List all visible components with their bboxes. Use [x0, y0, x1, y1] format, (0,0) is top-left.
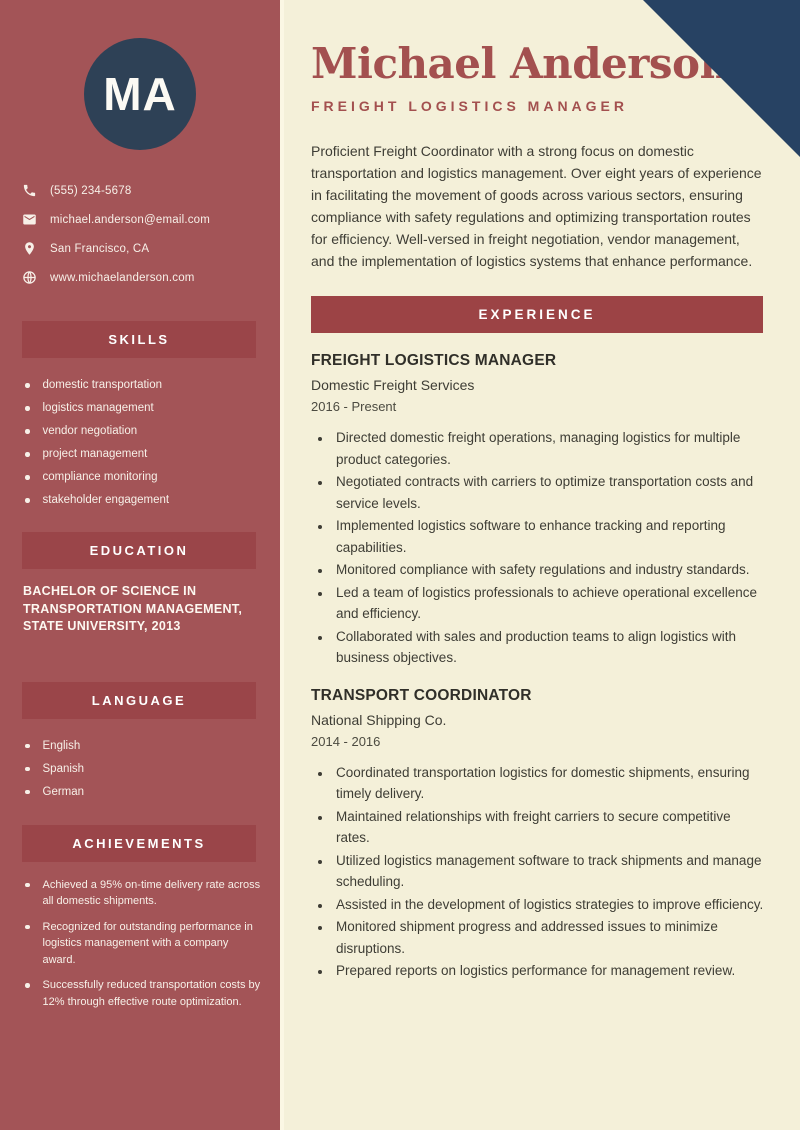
language-section [0, 682, 280, 799]
contact-item-phone [22, 176, 266, 205]
language-list [0, 739, 280, 799]
sidebar [0, 0, 284, 1130]
candidate-name: Michael Anderson [311, 39, 730, 88]
skill-item-label: project management [42, 448, 148, 460]
job-bullet: • Directed domestic freight operations, managing logistics for multiple product categories. [332, 427, 766, 470]
language-heading-bar: LANGUAGE [22, 682, 256, 719]
contact-location-text: San Francisco, CA [50, 242, 150, 255]
bullet-dot [25, 498, 30, 503]
skill-item [25, 424, 262, 438]
skill-item [25, 378, 262, 392]
achievements-list [0, 877, 280, 1011]
website-link[interactable]: www.michaelanderson.com [50, 271, 195, 284]
contact-item-location [22, 234, 266, 263]
bullet-dot [25, 883, 30, 888]
bullet-dot [25, 767, 30, 772]
contact-phone-text: (555) 234-5678 [50, 184, 132, 197]
job-bullet: • Monitored shipment progress and addressed issues to minimize disruptions. [332, 916, 766, 959]
job-bullet: • Collaborated with sales and production teams to align logistics with business objectives. [332, 626, 766, 669]
job-company: National Shipping Co. [311, 711, 447, 728]
skill-item [25, 470, 262, 484]
achievements-section [0, 825, 280, 1011]
experience-heading-banner: EXPERIENCE [311, 296, 763, 333]
job-dates: 2016 - Present [311, 399, 397, 414]
contact-item-email [22, 205, 266, 234]
education-section [0, 532, 280, 636]
professional-summary: Proficient Freight Coordinator with a strong focus on domestic transportation and logistics management. Over eight years of experience in facilitating the movement of goods across various sectors, ensuring compliance with safety regulations and optimizing transportation routes for efficiency. Well-versed in freight negotiation, vendor management, and the implementation of logistics systems that enhance performance. [311, 143, 762, 269]
bullet-dot [25, 383, 30, 388]
achievement-item-text: Recognized for outstanding performance in logistics management with a company award. [42, 920, 253, 966]
job-title: TRANSPORT COORDINATOR [311, 686, 532, 704]
phone-icon [22, 183, 37, 198]
job-entry-1 [311, 352, 766, 669]
contact-item-website [22, 263, 266, 292]
skill-item [25, 401, 262, 415]
corner-accent-triangle [643, 0, 800, 157]
education-degree: BACHELOR OF SCIENCE IN TRANSPORTATION MANAGEMENT, STATE UNIVERSITY, 2013 [23, 584, 243, 633]
job-bullet: • Prepared reports on logistics performance for management review. [332, 960, 766, 982]
email-icon [22, 212, 37, 227]
bullet-dot [25, 744, 30, 749]
bullet-dot [25, 429, 30, 434]
language-item [25, 762, 262, 776]
job-bullet: • Coordinated transportation logistics for domestic shipments, ensuring timely delivery. [332, 762, 766, 805]
bullet-dot [25, 452, 30, 457]
achievement-item [25, 919, 262, 969]
education-heading-bar: EDUCATION [22, 532, 256, 569]
location-pin-icon [22, 241, 37, 256]
bullet-dot [25, 983, 30, 988]
job-bullet: • Implemented logistics software to enhance tracking and reporting capabilities. [332, 515, 766, 558]
job-bullet: • Led a team of logistics professionals to achieve operational excellence and efficiency. [332, 582, 766, 625]
job-bullet: • Negotiated contracts with carriers to optimize transportation costs and service levels. [332, 471, 766, 514]
contact-list [0, 176, 280, 292]
achievement-item-text: Achieved a 95% on-time delivery rate across all domestic shipments. [42, 878, 261, 907]
job-bullets [311, 427, 766, 669]
job-bullets [311, 762, 766, 982]
avatar-initials: MA [103, 68, 177, 120]
skill-item [25, 493, 262, 507]
language-item-label: Spanish [42, 762, 85, 775]
skills-heading-bar: SKILLS [22, 321, 256, 358]
achievement-item [25, 877, 262, 910]
achievements-heading-bar: ACHIEVEMENTS [22, 825, 256, 862]
job-bullet: • Assisted in the development of logistics strategies to improve efficiency. [332, 894, 766, 916]
job-dates: 2014 - 2016 [311, 733, 381, 749]
bullet-dot [25, 925, 30, 930]
language-item [25, 739, 262, 753]
avatar [84, 38, 196, 150]
skill-item-label: logistics management [42, 402, 154, 414]
job-bullet: • Monitored compliance with safety regulations and industry standards. [332, 559, 766, 581]
achievement-item-text: Successfully reduced transportation costs by 12% through effective route optimization. [42, 979, 261, 1008]
skill-item-label: stakeholder engagement [42, 494, 170, 506]
email-link[interactable]: michael.anderson@email.com [50, 213, 211, 226]
globe-icon [22, 270, 37, 285]
skills-section [0, 321, 280, 507]
job-bullet: • Maintained relationships with freight carriers to secure competitive rates. [332, 806, 766, 849]
bullet-dot [25, 790, 30, 795]
job-entry-2 [311, 687, 766, 982]
language-item-label: English [42, 739, 81, 752]
language-item-label: German [42, 785, 85, 798]
skill-item [25, 447, 262, 461]
skill-item-label: vendor negotiation [42, 425, 138, 437]
skills-list [0, 378, 280, 507]
achievement-item [25, 977, 262, 1010]
language-item [25, 785, 262, 799]
job-company: Domestic Freight Services [311, 377, 475, 393]
job-title: FREIGHT LOGISTICS MANAGER [311, 352, 557, 369]
bullet-dot [25, 475, 30, 480]
skill-item-label: compliance monitoring [42, 471, 158, 483]
main-content [284, 0, 800, 1130]
candidate-role: FREIGHT LOGISTICS MANAGER [311, 98, 628, 114]
bullet-dot [25, 406, 30, 411]
skill-item-label: domestic transportation [42, 379, 163, 391]
job-bullet: • Utilized logistics management software to track shipments and manage scheduling. [332, 850, 766, 893]
